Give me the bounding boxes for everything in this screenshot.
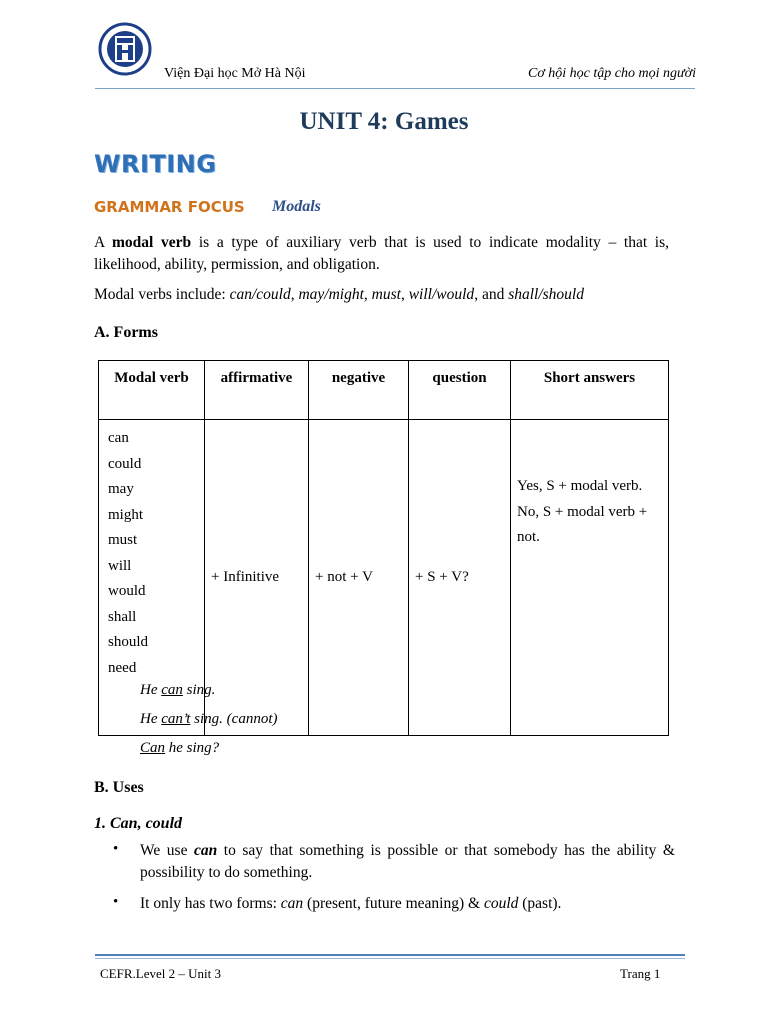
list-item: shall [108,608,137,625]
footer-divider [95,954,685,956]
university-logo [98,20,152,78]
modal-list-paragraph: Modal verbs include: can/could, may/might, must, will/would, and shall/should [94,286,584,303]
bullet-text: We use can to say that something is possible or that somebody has the ability & possibility to do something. [140,842,675,881]
short-answer: No, S + modal verb + not. [517,503,648,545]
column-header: affirmative [205,361,309,420]
unit-title: UNIT 4: Games [299,108,469,135]
list-item: could [108,455,142,472]
question-cell: + S + V? [409,420,511,736]
forms-heading: A. Forms [94,324,158,341]
example-sentence: Can he sing? [140,740,220,756]
institution-name: Viện Đại học Mở Hà Nội [164,66,306,81]
short-answer: Yes, S + modal verb. [517,478,643,494]
list-item: might [108,506,144,523]
footer-divider [95,958,685,959]
column-header: Modal verb [99,361,205,420]
list-item: must [108,532,138,548]
column-header: negative [309,361,409,420]
list-item: will [108,557,132,574]
grammar-topic: Modals [272,198,321,215]
grammar-focus-label: GRAMMAR FOCUS [94,198,245,216]
intro-paragraph: A modal verb is a type of auxiliary verb that is used to indicate modality – that is, likelihood, ability, permission, and obligation. [94,234,670,273]
bullet-icon: • [113,841,119,857]
header-divider [95,88,695,89]
uses-heading: B. Uses [94,779,144,796]
column-header: question [409,361,511,420]
list-item: can [108,430,129,446]
list-item: would [108,583,146,599]
table-header-row [99,361,669,420]
negative-cell: + not + V [309,420,409,736]
section-title: WRITING [94,150,217,178]
affirmative-cell: + Infinitive [205,420,309,736]
short-answers-cell [511,420,669,736]
forms-table [98,360,669,736]
uses-subheading: 1. Can, could [94,815,183,832]
slogan: Cơ hội học tập cho mọi người [527,66,696,81]
column-header: Short answers [511,361,669,420]
bullet-icon: • [113,894,119,910]
footer-course: CEFR.Level 2 – Unit 3 [100,966,221,981]
bullet-text: It only has two forms: can (present, future meaning) & could (past). [140,895,562,912]
list-item: should [108,634,149,650]
list-item: need [108,659,137,676]
list-item: may [108,481,134,497]
example-sentence: He can sing. [140,682,216,698]
example-sentence: He can’t sing. (cannot) [140,711,278,727]
page-number: Trang 1 [620,966,661,981]
